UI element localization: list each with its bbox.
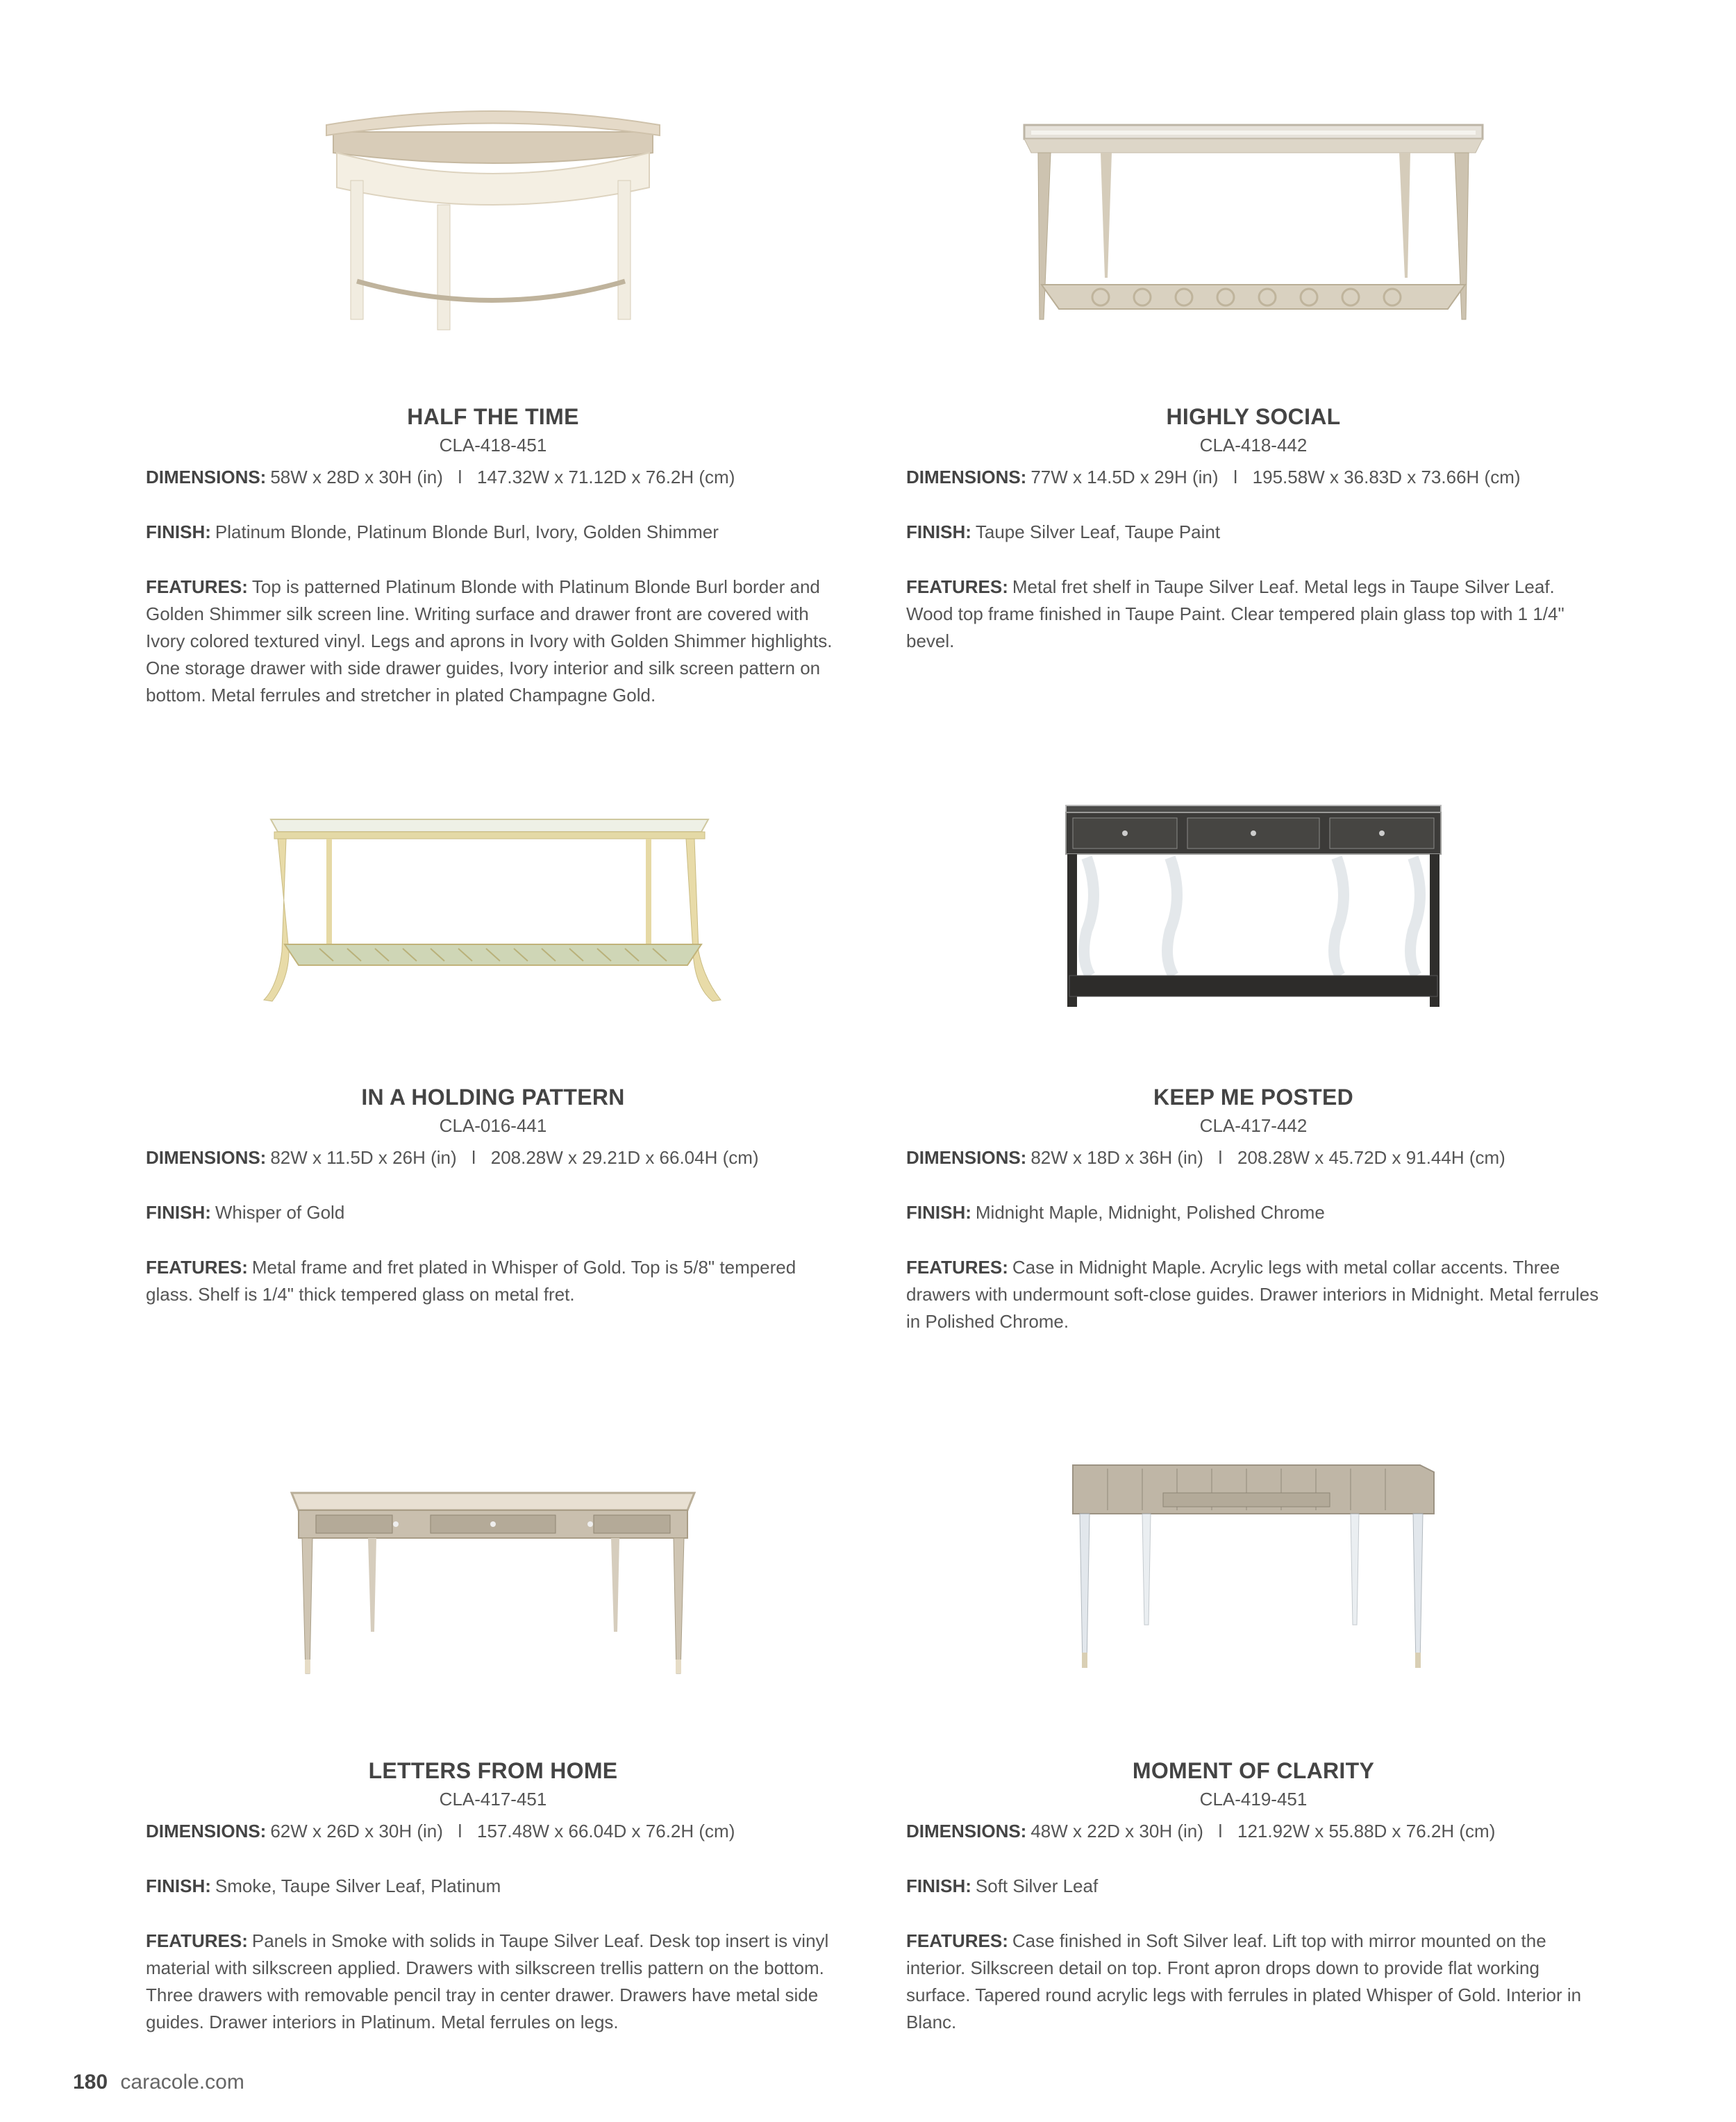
- dimensions-value: 82W x 11.5D x 26H (in) l 208.28W x 29.21D x 66.04H (cm): [270, 1147, 759, 1168]
- product-finish: [146, 1199, 840, 1226]
- page-footer: [73, 2071, 244, 2094]
- finish-label: FINISH:: [906, 1875, 971, 1896]
- features-value: Panels in Smoke with solids in Taupe Silver Leaf. Desk top insert is vinyl material with silkscreen applied. Drawers with silkscreen trellis pattern on the bottom. Three drawers with removable pencil tray in center drawer. Drawers have metal side guides. Drawer interiors in Platinum. Metal ferrules on legs.: [146, 1930, 829, 2032]
- product-dimensions: [146, 1818, 840, 1845]
- finish-label: FINISH:: [906, 1202, 971, 1223]
- finish-label: FINISH:: [906, 521, 971, 542]
- finish-label: FINISH:: [146, 1875, 211, 1896]
- product-features: [146, 1254, 840, 1308]
- product-name: HALF THE TIME: [407, 404, 579, 429]
- dimensions-value: 77W x 14.5D x 29H (in) l 195.58W x 36.83D x 73.66H (cm): [1030, 467, 1521, 487]
- product-in-a-holding-pattern: [146, 736, 840, 1308]
- product-image-half-the-time: [146, 56, 840, 333]
- dimensions-label: DIMENSIONS:: [146, 467, 267, 487]
- finish-value: Platinum Blonde, Platinum Blonde Burl, Ivory, Golden Shimmer: [215, 521, 719, 542]
- product-finish: [906, 1873, 1601, 1900]
- features-value: Metal fret shelf in Taupe Silver Leaf. Metal legs in Taupe Silver Leaf. Wood top frame finished in Taupe Paint. Clear tempered plain glass top with 1 1/4" bevel.: [906, 576, 1564, 651]
- finish-value: Midnight Maple, Midnight, Polished Chrome: [975, 1202, 1325, 1223]
- product-sku: CLA-016-441: [439, 1115, 547, 1136]
- product-moment-of-clarity: [906, 1410, 1601, 2036]
- product-features: [146, 1928, 840, 2036]
- product-dimensions: [906, 1144, 1601, 1171]
- product-finish: [146, 519, 840, 546]
- product-sku: CLA-417-442: [1199, 1115, 1308, 1136]
- product-name: IN A HOLDING PATTERN: [361, 1085, 625, 1110]
- dimensions-label: DIMENSIONS:: [146, 1821, 267, 1841]
- dimensions-label: DIMENSIONS:: [906, 1147, 1027, 1168]
- finish-label: FINISH:: [146, 521, 211, 542]
- product-dimensions: [146, 1144, 840, 1171]
- product-features: [906, 1254, 1601, 1335]
- dimensions-value: 48W x 22D x 30H (in) l 121.92W x 55.88D x 76.2H (cm): [1030, 1821, 1496, 1841]
- product-name: KEEP ME POSTED: [1153, 1085, 1354, 1110]
- finish-value: Smoke, Taupe Silver Leaf, Platinum: [215, 1875, 501, 1896]
- dimensions-label: DIMENSIONS:: [146, 1147, 267, 1168]
- product-finish: [906, 519, 1601, 546]
- product-features: [906, 1928, 1601, 2036]
- product-sku: CLA-419-451: [1199, 1789, 1308, 1810]
- product-name: MOMENT OF CLARITY: [1132, 1758, 1375, 1783]
- product-sku: CLA-418-451: [439, 435, 547, 456]
- product-sku: CLA-418-442: [1199, 435, 1308, 456]
- product-image-in-a-holding-pattern: [146, 736, 840, 1014]
- features-value: Top is patterned Platinum Blonde with Platinum Blonde Burl border and Golden Shimmer silk screen line. Writing surface and drawer front are covered with Ivory colored textured vinyl. Legs and aprons in Ivory with Golden Shimmer highlights. One storage drawer with side drawer guides, Ivory interior and silk screen pattern on bottom. Metal ferrules and stretcher in plated Champagne Gold.: [146, 576, 833, 705]
- features-value: Case finished in Soft Silver leaf. Lift top with mirror mounted on the interior. Silkscreen detail on top. Front apron drops down to provide flat working surface. Tapered round acrylic legs with ferrules in plated Whisper of Gold. Interior in Blanc.: [906, 1930, 1582, 2032]
- finish-value: Soft Silver Leaf: [975, 1875, 1099, 1896]
- product-letters-from-home: [146, 1410, 840, 2036]
- product-keep-me-posted: [906, 736, 1601, 1335]
- finish-label: FINISH:: [146, 1202, 211, 1223]
- features-label: FEATURES:: [146, 1930, 248, 1951]
- finish-value: Whisper of Gold: [215, 1202, 345, 1223]
- product-features: [906, 574, 1601, 655]
- product-name: HIGHLY SOCIAL: [1166, 404, 1341, 429]
- product-finish: [906, 1199, 1601, 1226]
- website-link[interactable]: caracole.com: [120, 2071, 244, 2094]
- dimensions-value: 62W x 26D x 30H (in) l 157.48W x 66.04D x 76.2H (cm): [270, 1821, 735, 1841]
- dimensions-label: DIMENSIONS:: [906, 467, 1027, 487]
- product-half-the-time: [146, 56, 840, 709]
- dimensions-value: 58W x 28D x 30H (in) l 147.32W x 71.12D x 76.2H (cm): [270, 467, 735, 487]
- dimensions-label: DIMENSIONS:: [906, 1821, 1027, 1841]
- product-sku: CLA-417-451: [439, 1789, 547, 1810]
- features-value: Case in Midnight Maple. Acrylic legs with metal collar accents. Three drawers with undermount soft-close guides. Drawer interiors in Midnight. Metal ferrules in Polished Chrome.: [906, 1257, 1599, 1332]
- product-image-highly-social: [906, 56, 1601, 333]
- page-number: 180: [73, 2071, 108, 2094]
- product-dimensions: [146, 464, 840, 491]
- features-label: FEATURES:: [906, 1930, 1008, 1951]
- product-features: [146, 574, 840, 709]
- features-label: FEATURES:: [906, 576, 1008, 597]
- features-value: Metal frame and fret plated in Whisper of Gold. Top is 5/8" tempered glass. Shelf is 1/4" thick tempered glass on metal fret.: [146, 1257, 796, 1305]
- features-label: FEATURES:: [146, 1257, 248, 1278]
- product-finish: [146, 1873, 840, 1900]
- product-name: LETTERS FROM HOME: [368, 1758, 618, 1783]
- finish-value: Taupe Silver Leaf, Taupe Paint: [975, 521, 1221, 542]
- features-label: FEATURES:: [146, 576, 248, 597]
- product-dimensions: [906, 464, 1601, 491]
- dimensions-value: 82W x 18D x 36H (in) l 208.28W x 45.72D x 91.44H (cm): [1030, 1147, 1505, 1168]
- product-image-letters-from-home: [146, 1410, 840, 1687]
- product-image-keep-me-posted: [906, 736, 1601, 1014]
- product-image-moment-of-clarity: [906, 1410, 1601, 1687]
- product-dimensions: [906, 1818, 1601, 1845]
- product-highly-social: [906, 56, 1601, 655]
- features-label: FEATURES:: [906, 1257, 1008, 1278]
